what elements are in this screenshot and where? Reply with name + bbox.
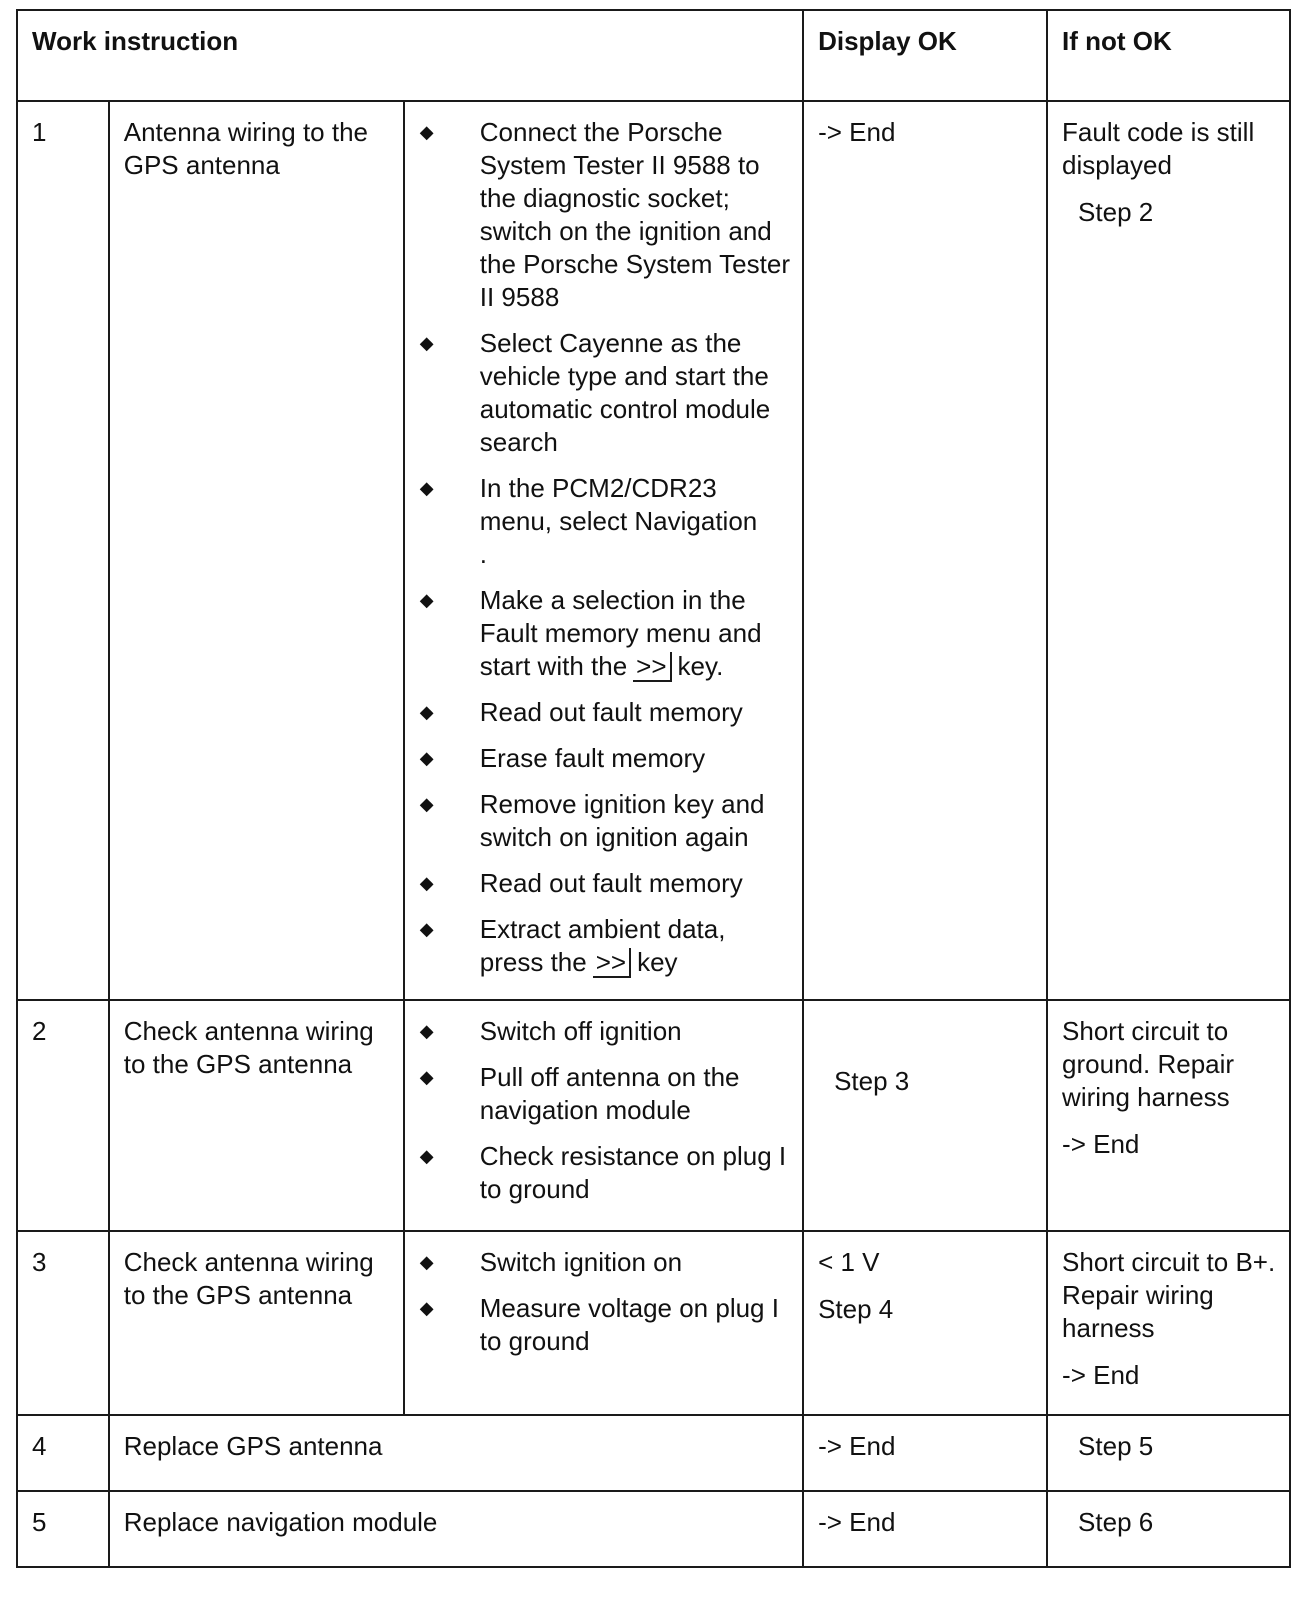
- row-title: Replace navigation module: [109, 1491, 803, 1567]
- display-ok-step: Step 4: [818, 1294, 894, 1324]
- table-row: [17, 1491, 1290, 1567]
- step-text: Switch ignition on: [479, 1247, 683, 1277]
- step-text: Select Cayenne as the vehicle type and start the automatic control module search: [479, 328, 771, 457]
- display-ok-cell: -> End: [803, 1415, 1047, 1491]
- if-not-ok-cell: [1047, 1415, 1290, 1491]
- forward-key-label: >>: [633, 652, 671, 682]
- list-item: [415, 584, 792, 683]
- header-work-instruction: Work instruction: [17, 10, 803, 101]
- list-item: [415, 1140, 792, 1206]
- list-item: [415, 327, 792, 459]
- row-number: 2: [17, 1000, 109, 1231]
- row-number: 3: [17, 1231, 109, 1415]
- list-item: [415, 913, 792, 979]
- table-header-row: [17, 10, 1290, 101]
- table-row: [17, 101, 1290, 1000]
- bullet-icon: ◆: [419, 873, 434, 893]
- step-text: Pull off antenna on the navigation module: [479, 1062, 740, 1125]
- not-ok-step: Step 2: [1078, 197, 1154, 227]
- display-ok-value: < 1 V: [818, 1247, 880, 1277]
- step-text: In the PCM2/CDR23 menu, select Navigation: [479, 473, 758, 536]
- list-item: [415, 1246, 792, 1279]
- row-title: Antenna wiring to the GPS antenna: [109, 101, 404, 1000]
- step-text: Read out fault memory: [479, 697, 743, 727]
- bullet-icon: ◆: [419, 333, 434, 353]
- step-text: Measure voltage on plug I to ground: [479, 1293, 779, 1356]
- step-list: [404, 1231, 803, 1415]
- step-dot: .: [479, 539, 487, 569]
- table-row: [17, 1000, 1290, 1231]
- bullet-icon: ◆: [419, 748, 434, 768]
- not-ok-text: Short circuit to B+. Repair wiring harness: [1062, 1247, 1276, 1343]
- step-text: Remove ignition key and switch on ignition again: [479, 789, 765, 852]
- bullet-icon: ◆: [419, 478, 434, 498]
- not-ok-step: Step 6: [1078, 1507, 1154, 1537]
- list-item: [415, 696, 792, 729]
- bullet-icon: ◆: [419, 1067, 434, 1087]
- row-title: Replace GPS antenna: [109, 1415, 803, 1491]
- forward-key-label: >>: [593, 948, 631, 978]
- if-not-ok-cell: [1047, 1231, 1290, 1415]
- header-display-ok: Display OK: [803, 10, 1047, 101]
- row-number: 4: [17, 1415, 109, 1491]
- step-text: Extract ambient data, press the: [479, 914, 726, 977]
- step-text: Read out fault memory: [479, 868, 743, 898]
- row-number: 5: [17, 1491, 109, 1567]
- display-ok-step: Step 3: [834, 1066, 910, 1096]
- not-ok-text: Short circuit to ground. Repair wiring harness: [1062, 1016, 1235, 1112]
- if-not-ok-cell: [1047, 101, 1290, 1000]
- list-item: [415, 742, 792, 775]
- list-item: [415, 472, 792, 571]
- table-row: [17, 1231, 1290, 1415]
- step-text: Switch off ignition: [479, 1016, 682, 1046]
- list-item: [415, 116, 792, 314]
- bullet-icon: ◆: [419, 919, 434, 939]
- bullet-icon: ◆: [419, 1021, 434, 1041]
- if-not-ok-cell: [1047, 1491, 1290, 1567]
- display-ok-cell: -> End: [803, 101, 1047, 1000]
- step-suffix: key.: [677, 651, 724, 681]
- if-not-ok-cell: [1047, 1000, 1290, 1231]
- list-item: [415, 1292, 792, 1358]
- bullet-icon: ◆: [419, 702, 434, 722]
- list-item: [415, 1015, 792, 1048]
- bullet-icon: ◆: [419, 1146, 434, 1166]
- row-title: Check antenna wiring to the GPS antenna: [109, 1000, 404, 1231]
- step-text: Erase fault memory: [479, 743, 706, 773]
- work-instruction-table: [16, 9, 1291, 1568]
- step-text: Make a selection in the Fault memory menu and start with the: [479, 585, 762, 681]
- not-ok-end: -> End: [1062, 1129, 1140, 1159]
- header-if-not-ok: If not OK: [1047, 10, 1290, 101]
- step-text: Check resistance on plug I to ground: [479, 1141, 787, 1204]
- not-ok-text: Fault code is still displayed: [1062, 117, 1255, 180]
- not-ok-end: -> End: [1062, 1360, 1140, 1390]
- row-number: 1: [17, 101, 109, 1000]
- step-text: Connect the Porsche System Tester II 9588 to the diagnostic socket; switch on the ignition and the Porsche System Tester II 9588: [479, 117, 790, 312]
- bullet-icon: ◆: [419, 1252, 434, 1272]
- bullet-icon: ◆: [419, 590, 434, 610]
- list-item: [415, 867, 792, 900]
- not-ok-step: Step 5: [1078, 1431, 1154, 1461]
- step-suffix: key: [637, 947, 678, 977]
- step-list: [404, 1000, 803, 1231]
- list-item: [415, 1061, 792, 1127]
- step-list: [404, 101, 803, 1000]
- list-item: [415, 788, 792, 854]
- row-title: Check antenna wiring to the GPS antenna: [109, 1231, 404, 1415]
- bullet-icon: ◆: [419, 794, 434, 814]
- display-ok-cell: [803, 1000, 1047, 1231]
- bullet-icon: ◆: [419, 1298, 434, 1318]
- table-row: [17, 1415, 1290, 1491]
- display-ok-cell: -> End: [803, 1491, 1047, 1567]
- display-ok-cell: [803, 1231, 1047, 1415]
- bullet-icon: ◆: [419, 122, 434, 142]
